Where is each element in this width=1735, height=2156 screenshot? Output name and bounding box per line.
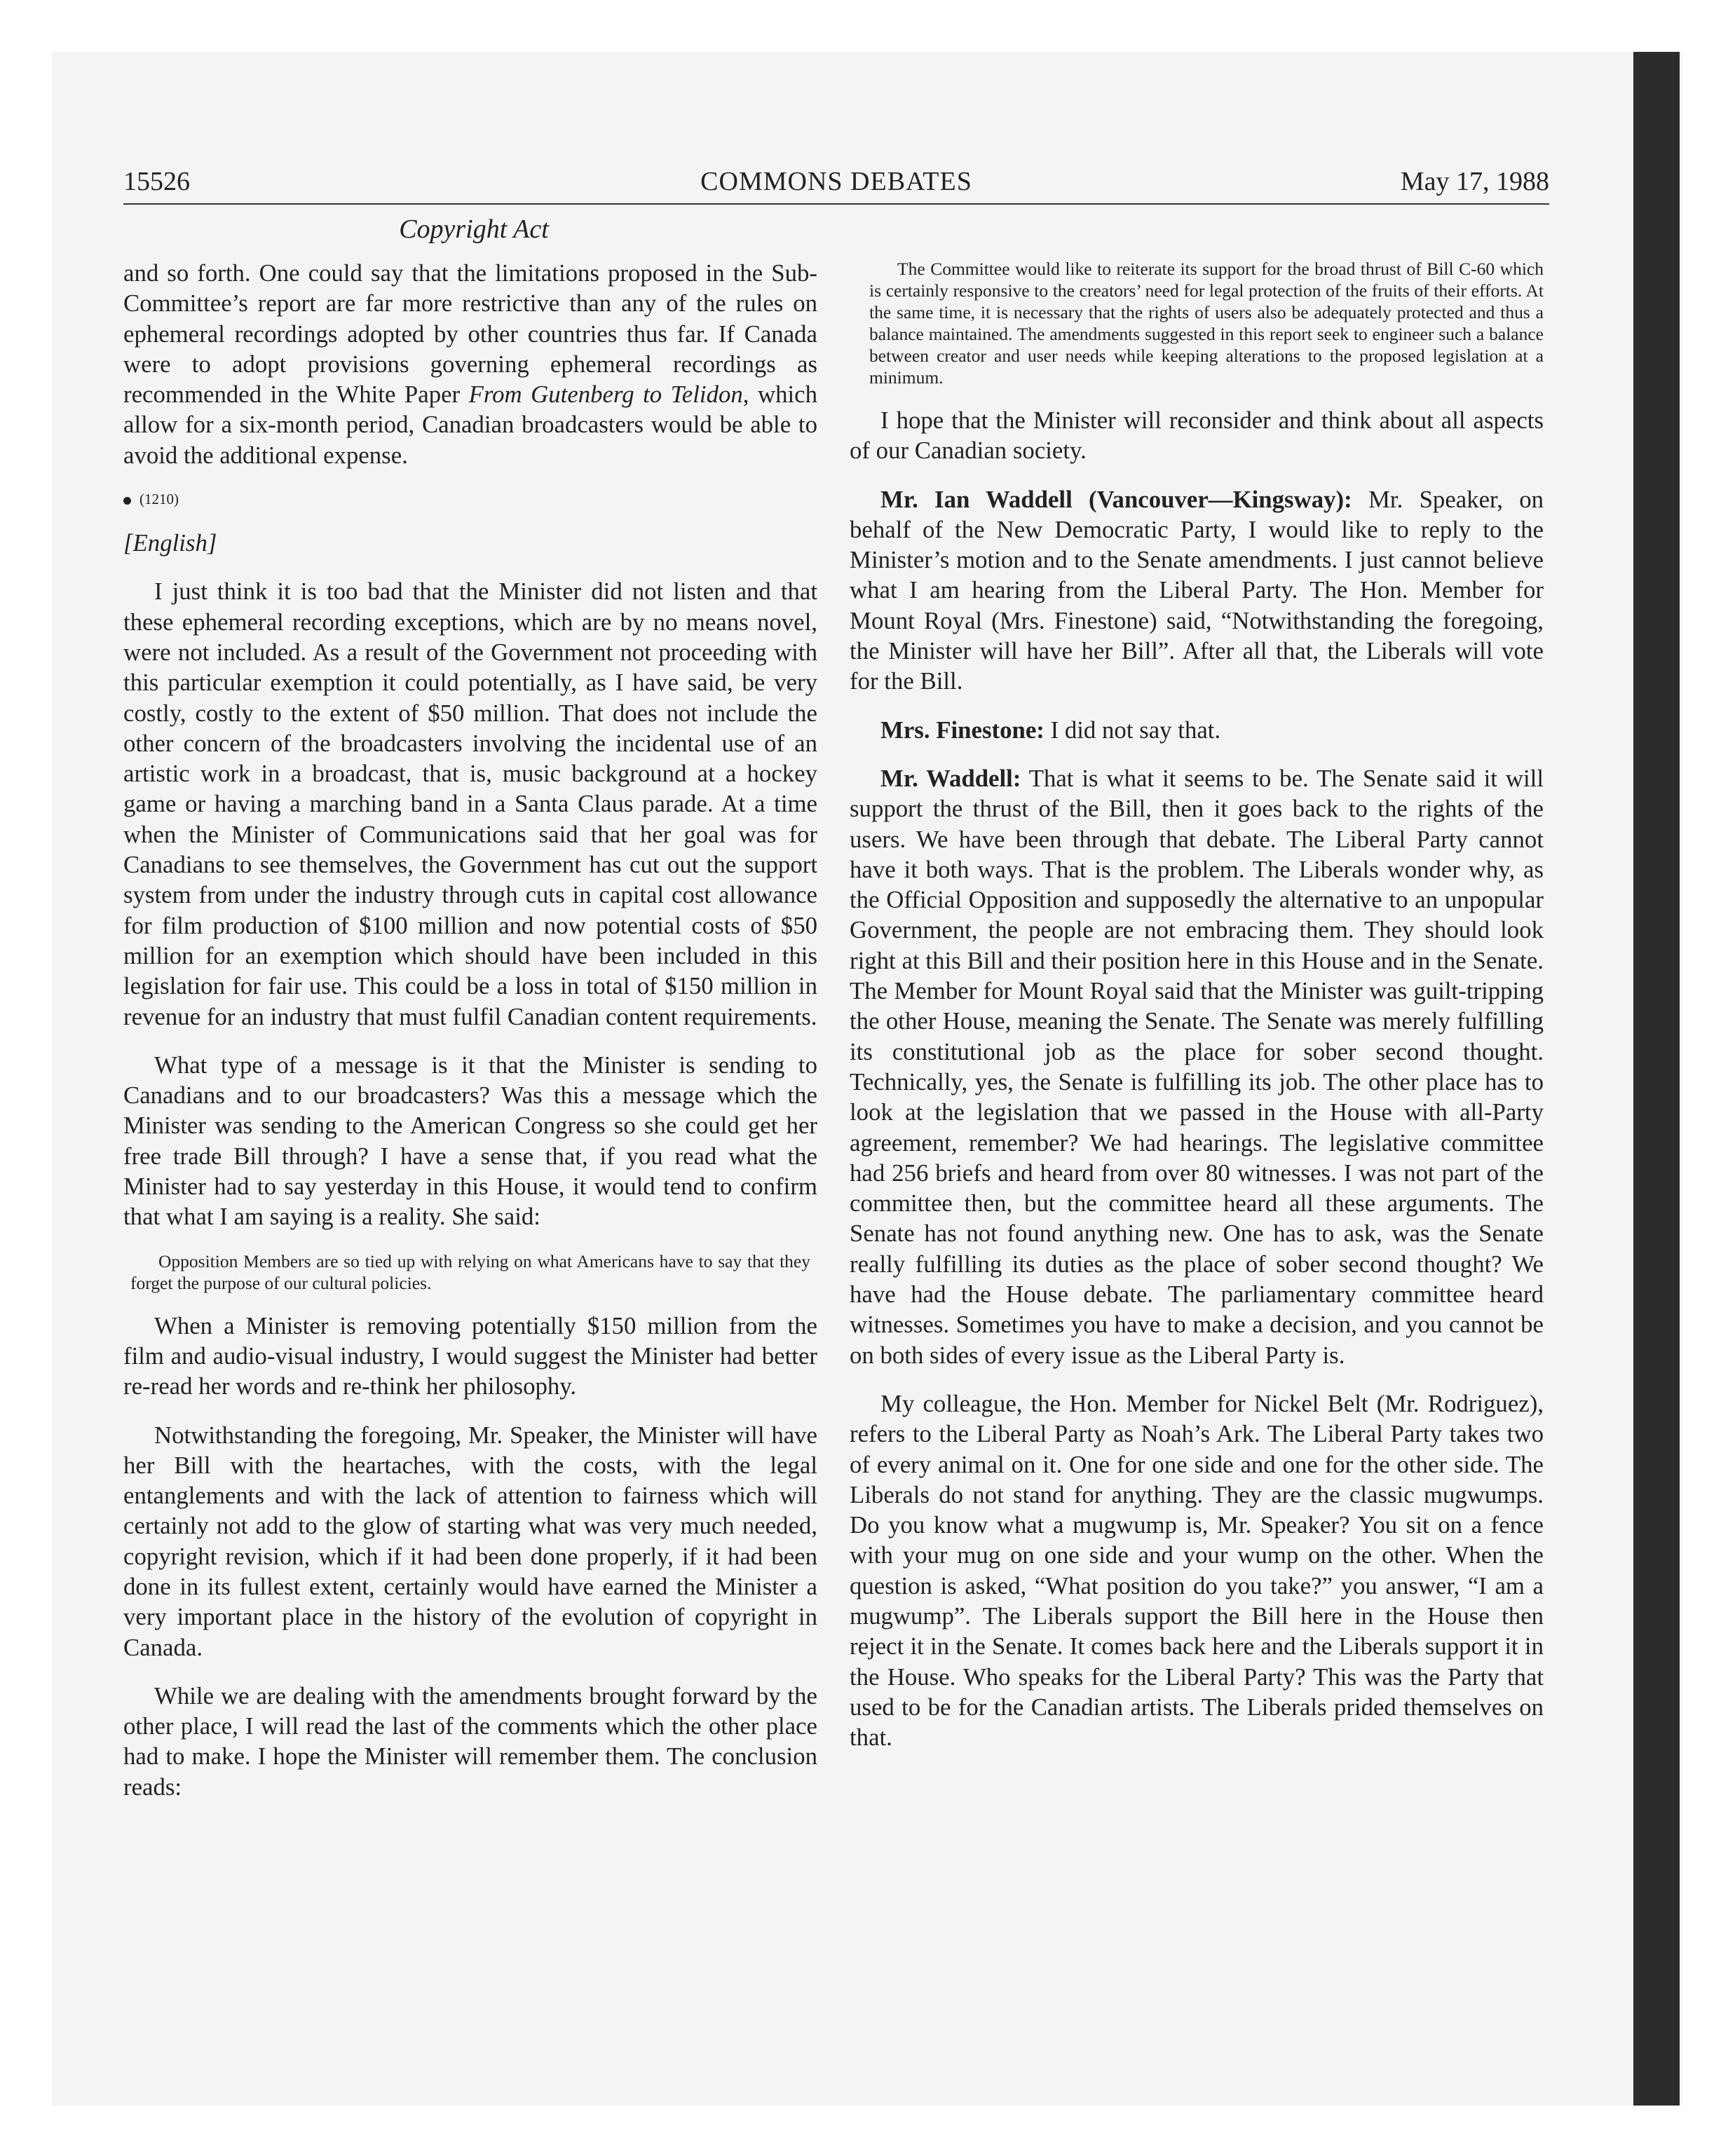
white-paper-title: From Gutenberg to Telidon [468, 381, 743, 409]
paragraph: When a Minister is removing potentially $150 million from the film and audio-visual industry, I would suggest the Minister had better re-read her words and re-think her philosophy. [123, 1311, 817, 1400]
paragraph-text: , which allow for a six-month period, Canadian broadcasters would be able to avoid the additional expense. [123, 381, 817, 469]
journal-title: COMMONS DEBATES [700, 167, 972, 196]
paragraph: Notwithstanding the foregoing, Mr. Speaker, the Minister will have her Bill with the heartaches, with the costs, with the legal entanglements and with the lack of attention to fairness which will certainly not add to the glow of starting what was very much needed, copyright revision, which if it had been done properly, if it had been done in its fullest extent, certainly would have earned the Minister a very important place in the history of the evolution of copyright in Canada. [123, 1421, 817, 1661]
speech [850, 715, 1544, 745]
speaker-name: Mr. Ian Waddell (Vancouver—Kingsway): [880, 485, 1352, 513]
block-quote: The Committee would like to reiterate its support for the broad thrust of Bill C-60 which is certainly responsive to the creators’ need for legal protection of the fruits of their efforts. At the same time, it is necessary that the rights of users also be adequately protected and thus a balance maintained. The amendments suggested in this report seek to engineer such a balance between creator and user needs while keeping alterations to the proposed legislation at a minimum. [869, 259, 1544, 388]
paragraph-text: and so forth. One could say that the limitations proposed in the Sub-Committee’s report are far more restrictive than any of the rules on ephemeral recordings adopted by other countries thus far. If Canada were to adopt provisions governing ephemeral recordings as recommended in the White Paper [123, 259, 817, 409]
speech [850, 484, 1544, 697]
speech-text: Mr. Speaker, on behalf of the New Democratic Party, I would like to reply to the Minister’s motion and to the Senate amendments. I just cannot believe what I am hearing from the Liberal Party. The Hon. Member for Mount Royal (Mrs. Finestone) said, “Notwithstanding the foregoing, the Minister will have her Bill”. After all that, the Liberals will vote for the Bill. [850, 485, 1544, 695]
time-marker [123, 489, 817, 510]
speech-text: That is what it seems to be. The Senate said it will support the thrust of the Bill, then it goes back to the rights of the users. We have been through that debate. The Liberal Party cannot have it both ways. That is the problem. The Liberals wonder why, as the Official Opposition and supposedly the alternative to an unpopular Government, the people are not embracing them. They should look right at this Bill and their position here in this House and in the Senate. The Member for Mount Royal said that the Minister was guilt-tripping the other House, meaning the Senate. The Senate was merely fulfilling its constitutional job as the place for sober second thought. Technically, yes, the Senate is fulfilling its job. The other place has to look at the legislation that we passed in the House with all-Party agreement, remember? We had hearings. The legislative committee had 256 briefs and heard from over 80 witnesses. I was not part of the committee then, but the committee heard all these arguments. The Senate has not found anything new. One has to ask, was the Senate really fulfilling its duties as the place of sober second thought? We have had the House debate. The parliamentary committee heard witnesses. Sometimes you have to make a decision, and you cannot be on both sides of every issue as the Liberal Party is. [850, 764, 1544, 1369]
time-marker-text: (1210) [140, 491, 179, 508]
left-column [123, 258, 817, 1820]
paragraph: I just think it is too bad that the Minister did not listen and that these ephemeral recording exceptions, which are by no means novel, were not included. As a result of the Government not proceeding with this particular exemption it could potentially, as I have said, be very costly, costly to the extent of $50 million. That does not include the other concern of the broadcasters involving the incidental use of an artistic work in a broadcast, that is, music background at a hockey game or having a marching band in a Santa Claus parade. At a time when the Minister of Communications said that her goal was for Canadians to see themselves, the Government has cut out the support system from under the industry through cuts in capital cost allowance for film production of $100 million and now potential costs of $50 million for an exemption which should have been included in this legislation for fair use. This could be a loss in total of $150 million in revenue for an industry that must fulfil Canadian content requirements. [123, 578, 817, 1030]
scan-edge-shadow [1633, 52, 1680, 2106]
right-column [850, 258, 1544, 1770]
paragraph: What type of a message is it that the Minister is sending to Canadians and to our broadcasters? Was this a message which the Minister was sending to the American Congress so she could get her free trade Bill through? I have a sense that, if you read what the Minister had to say yesterday in this House, it would tend to confirm that what I am saying is a reality. She said: [123, 1051, 817, 1231]
speech [850, 763, 1544, 1370]
speech-text: I did not say that. [1044, 716, 1221, 744]
page-number: 15526 [123, 167, 190, 196]
header-date: May 17, 1988 [1400, 167, 1549, 196]
speaker-name: Mrs. Finestone: [880, 716, 1045, 744]
paragraph [123, 258, 817, 470]
paragraph: While we are dealing with the amendments brought forward by the other place, I will read the last of the comments which the other place had to make. I hope the Minister will remember them. The conclusion reads: [123, 1681, 817, 1801]
language-tag: [English] [123, 529, 217, 557]
block-quote: Opposition Members are so tied up with relying on what Americans have to say that they forget the purpose of our cultural policies. [130, 1250, 810, 1293]
bill-title: Copyright Act [399, 214, 549, 244]
paragraph: My colleague, the Hon. Member for Nickel Belt (Mr. Rodriguez), refers to the Liberal Party as Noah’s Ark. The Liberal Party takes two of every animal on it. One for one side and one for the other side. The Liberals do not stand for anything. They are the classic mugwumps. Do you know what a mugwump is, Mr. Speaker? You sit on a fence with your mug on one side and your wump on the other. When the question is asked, “What position do you take?” you answer, “I am a mugwump”. The Liberals support the Bill here in the House then reject it in the Senate. It comes back here and the Liberals support it in the House. Who speaks for the Liberal Party? This was the Party that used to be for the Canadian artists. The Liberals prided themselves on that. [850, 1389, 1544, 1752]
running-header [123, 164, 1549, 205]
bullet-icon [123, 497, 131, 505]
speaker-name: Mr. Waddell: [880, 764, 1021, 792]
paragraph: I hope that the Minister will reconsider and think about all aspects of our Canadian society. [850, 407, 1544, 465]
